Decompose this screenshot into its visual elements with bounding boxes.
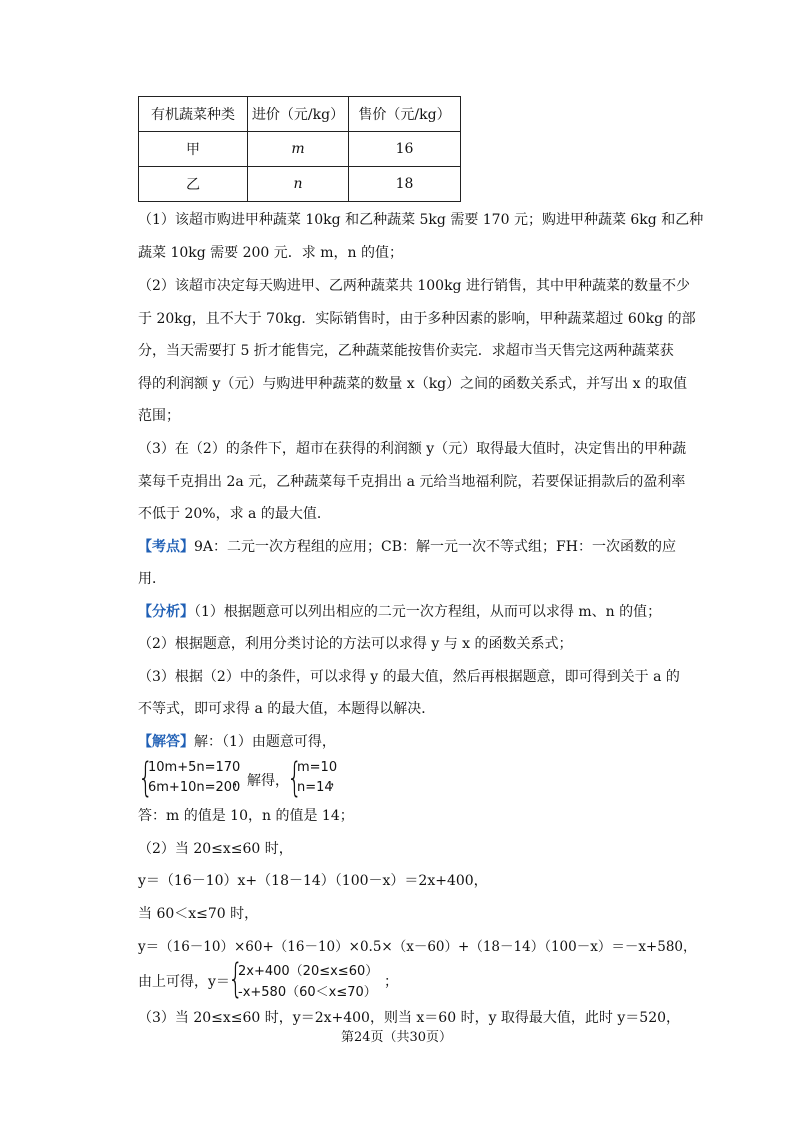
- row-cost: n: [248, 167, 349, 202]
- fenxi-line: （3）根据（2）中的条件，可以求得 y 的最大值，然后再根据题意，即可得到关于 a 的: [138, 669, 680, 685]
- header-price: 售价（元/kg）: [349, 97, 461, 132]
- jieda-line: y＝（16－10）×60+（16－10）×0.5×（x－60）+（18－14）（100－x）＝－x+580，: [138, 939, 697, 955]
- punct: ；: [384, 974, 398, 990]
- brace-icon: {: [287, 755, 303, 801]
- fenxi-tag: 【分析】: [138, 604, 194, 620]
- row-cost: m: [248, 132, 349, 167]
- piecewise-label: 由上可得，y＝: [138, 974, 230, 990]
- kaodian-line: 用．: [138, 571, 166, 587]
- equation: m=10: [297, 760, 338, 775]
- jieda-line: （3）当 20≤x≤60 时，y＝2x+400，则当 x＝60 时，y 取得最大值，此时 y＝520，: [138, 1010, 681, 1026]
- jieda-line: 当 60＜x≤70 时，: [138, 906, 259, 922]
- row-price: 16: [349, 132, 461, 167]
- question-line: 分，当天需要打 5 折才能售完，乙种蔬菜能按售价卖完．求超市当天售完这两种蔬菜获: [138, 343, 674, 359]
- brace-icon: {: [228, 956, 244, 1002]
- jieda-line: y＝（16－10）x+（18－14）（100－x）＝2x+400，: [138, 873, 488, 889]
- question-line: （2）该超市决定每天购进甲、乙两种蔬菜共 100kg 进行销售，其中甲种蔬菜的数量不少: [138, 278, 690, 294]
- row-name: 乙: [139, 167, 248, 202]
- page-footer: 第24页（共30页）: [340, 1030, 453, 1045]
- equation: 10m+5n=170: [148, 760, 241, 775]
- question-line: （1）该超市购进甲种蔬菜 10kg 和乙种蔬菜 5kg 需要 170 元；购进甲种蔬菜 6kg 和乙种: [138, 212, 704, 228]
- question-line: 得的利润额 y（元）与购进甲种蔬菜的数量 x（kg）之间的函数关系式，并写出 x 的取值: [138, 376, 687, 392]
- kaodian-line: 【考点】9A：二元一次方程组的应用；CB：解一元一次不等式组；FH：一次函数的应: [138, 539, 676, 555]
- header-category: 有机蔬菜种类: [139, 97, 248, 132]
- price-table: [138, 96, 461, 202]
- equation: 6m+10n=200: [148, 780, 241, 795]
- piecewise-case: -x+580（60＜x≤70）: [238, 985, 377, 1000]
- fenxi-line: （2）根据题意，利用分类讨论的方法可以求得 y 与 x 的函数关系式；: [138, 636, 573, 652]
- table-row: [139, 167, 461, 202]
- kaodian-tag: 【考点】: [138, 539, 194, 555]
- question-line: 范围；: [138, 408, 180, 424]
- question-line: 蔬菜 10kg 需要 200 元．求 m，n 的值；: [138, 245, 403, 261]
- piecewise-case: 2x+400（20≤x≤60）: [238, 964, 379, 979]
- jieda-line: （2）当 20≤x≤60 时，: [138, 841, 293, 857]
- fenxi-line: 【分析】（1）根据题意可以列出相应的二元一次方程组，从而可以求得 m、n 的值；: [138, 604, 662, 620]
- row-price: 18: [349, 167, 461, 202]
- jieda-tag: 【解答】: [138, 734, 194, 750]
- solve-label: ，解得，: [233, 773, 289, 789]
- fenxi-line: 不等式，即可求得 a 的最大值，本题得以解决．: [138, 701, 436, 717]
- punct: ，: [330, 773, 344, 789]
- question-line: 于 20kg，且不大于 70kg．实际销售时，由于多种因素的影响，甲种蔬菜超过 60kg 的部: [138, 311, 696, 327]
- row-name: 甲: [139, 132, 248, 167]
- question-line: （3）在（2）的条件下，超市在获得的利润额 y（元）取得最大值时，决定售出的甲种蔬: [138, 441, 687, 457]
- question-line: 菜每千克捐出 2a 元，乙种蔬菜每千克捐出 a 元给当地福利院，若要保证捐款后的盈利率: [138, 474, 686, 490]
- table-header-row: [139, 97, 461, 132]
- table-row: [139, 132, 461, 167]
- brace-icon: {: [138, 755, 154, 801]
- header-cost: 进价（元/kg）: [248, 97, 349, 132]
- jieda-line: 【解答】解：（1）由题意可得，: [138, 734, 336, 750]
- question-line: 不低于 20%，求 a 的最大值．: [138, 506, 331, 522]
- jieda-line: 答：m 的值是 10，n 的值是 14；: [138, 808, 354, 824]
- equation: n=14: [297, 780, 333, 795]
